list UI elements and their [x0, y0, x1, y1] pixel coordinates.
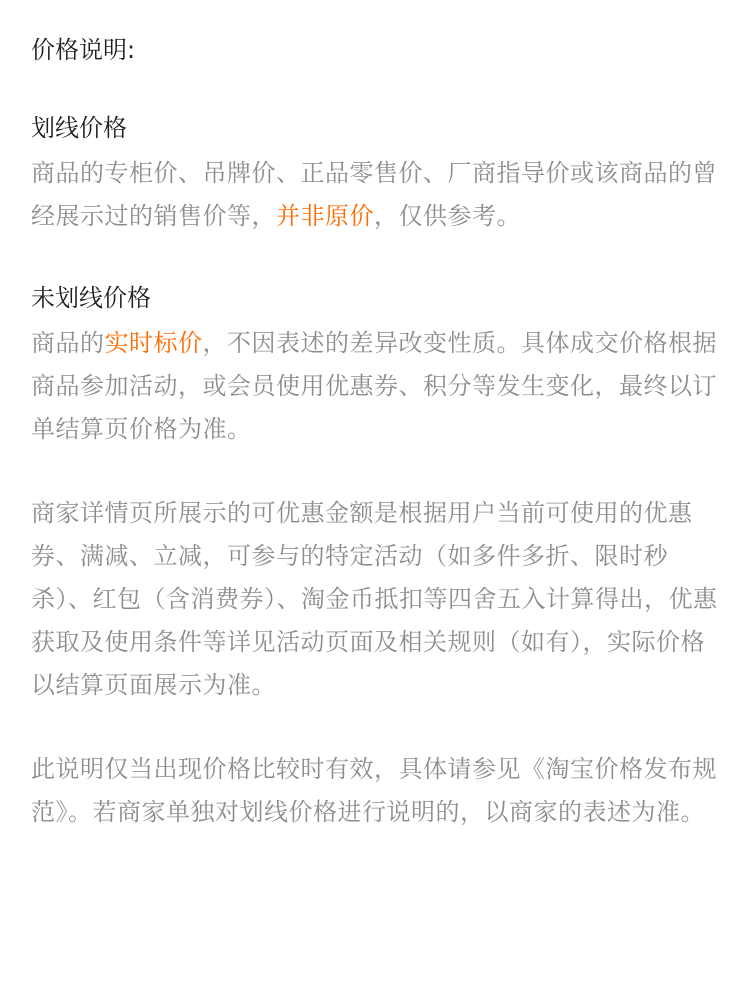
discount-amount-description: 商家详情页所展示的可优惠金额是根据用户当前可使用的优惠券、满减、立减，可参与的特定活动（如多件多折、限时秒杀）、红包（含消费券）、淘金币抵扣等四舍五入计算得出，优惠获取及使用条件等详见活动页面及相关规则（如有），实际价格以结算页面展示为准。	[31, 499, 718, 699]
section-validity-note	[31, 748, 720, 834]
unstruck-text-before: 商品的	[31, 329, 105, 357]
unstruck-price-heading: 未划线价格	[31, 284, 151, 312]
strikethrough-price-description	[31, 152, 720, 238]
section-discount-amount	[31, 492, 720, 707]
page-title: 价格说明:	[31, 36, 136, 64]
realtime-price-highlight: 实时标价	[104, 329, 203, 357]
strikethrough-price-heading: 划线价格	[31, 114, 127, 142]
strikethrough-text-before: 商品的专柜价、吊牌价、正品零售价、厂商指导价或该商品的曾经展示过的销售价等，	[31, 159, 717, 230]
unstruck-text-after: ，不因表述的差异改变性质。具体成交价格根据商品参加活动，或会员使用优惠券、积分等发生变化，最终以订单结算页价格为准。	[31, 329, 717, 443]
unstruck-price-description	[31, 322, 720, 451]
not-original-price-highlight: 并非原价	[276, 202, 374, 230]
strikethrough-text-after: ，仅供参考。	[374, 202, 521, 230]
validity-note-description: 此说明仅当出现价格比较时有效，具体请参见《淘宝价格发布规范》。若商家单独对划线价格进行说明的，以商家的表述为准。	[31, 755, 717, 826]
section-unstruck-price	[31, 279, 720, 451]
section-strikethrough-price	[31, 109, 720, 238]
